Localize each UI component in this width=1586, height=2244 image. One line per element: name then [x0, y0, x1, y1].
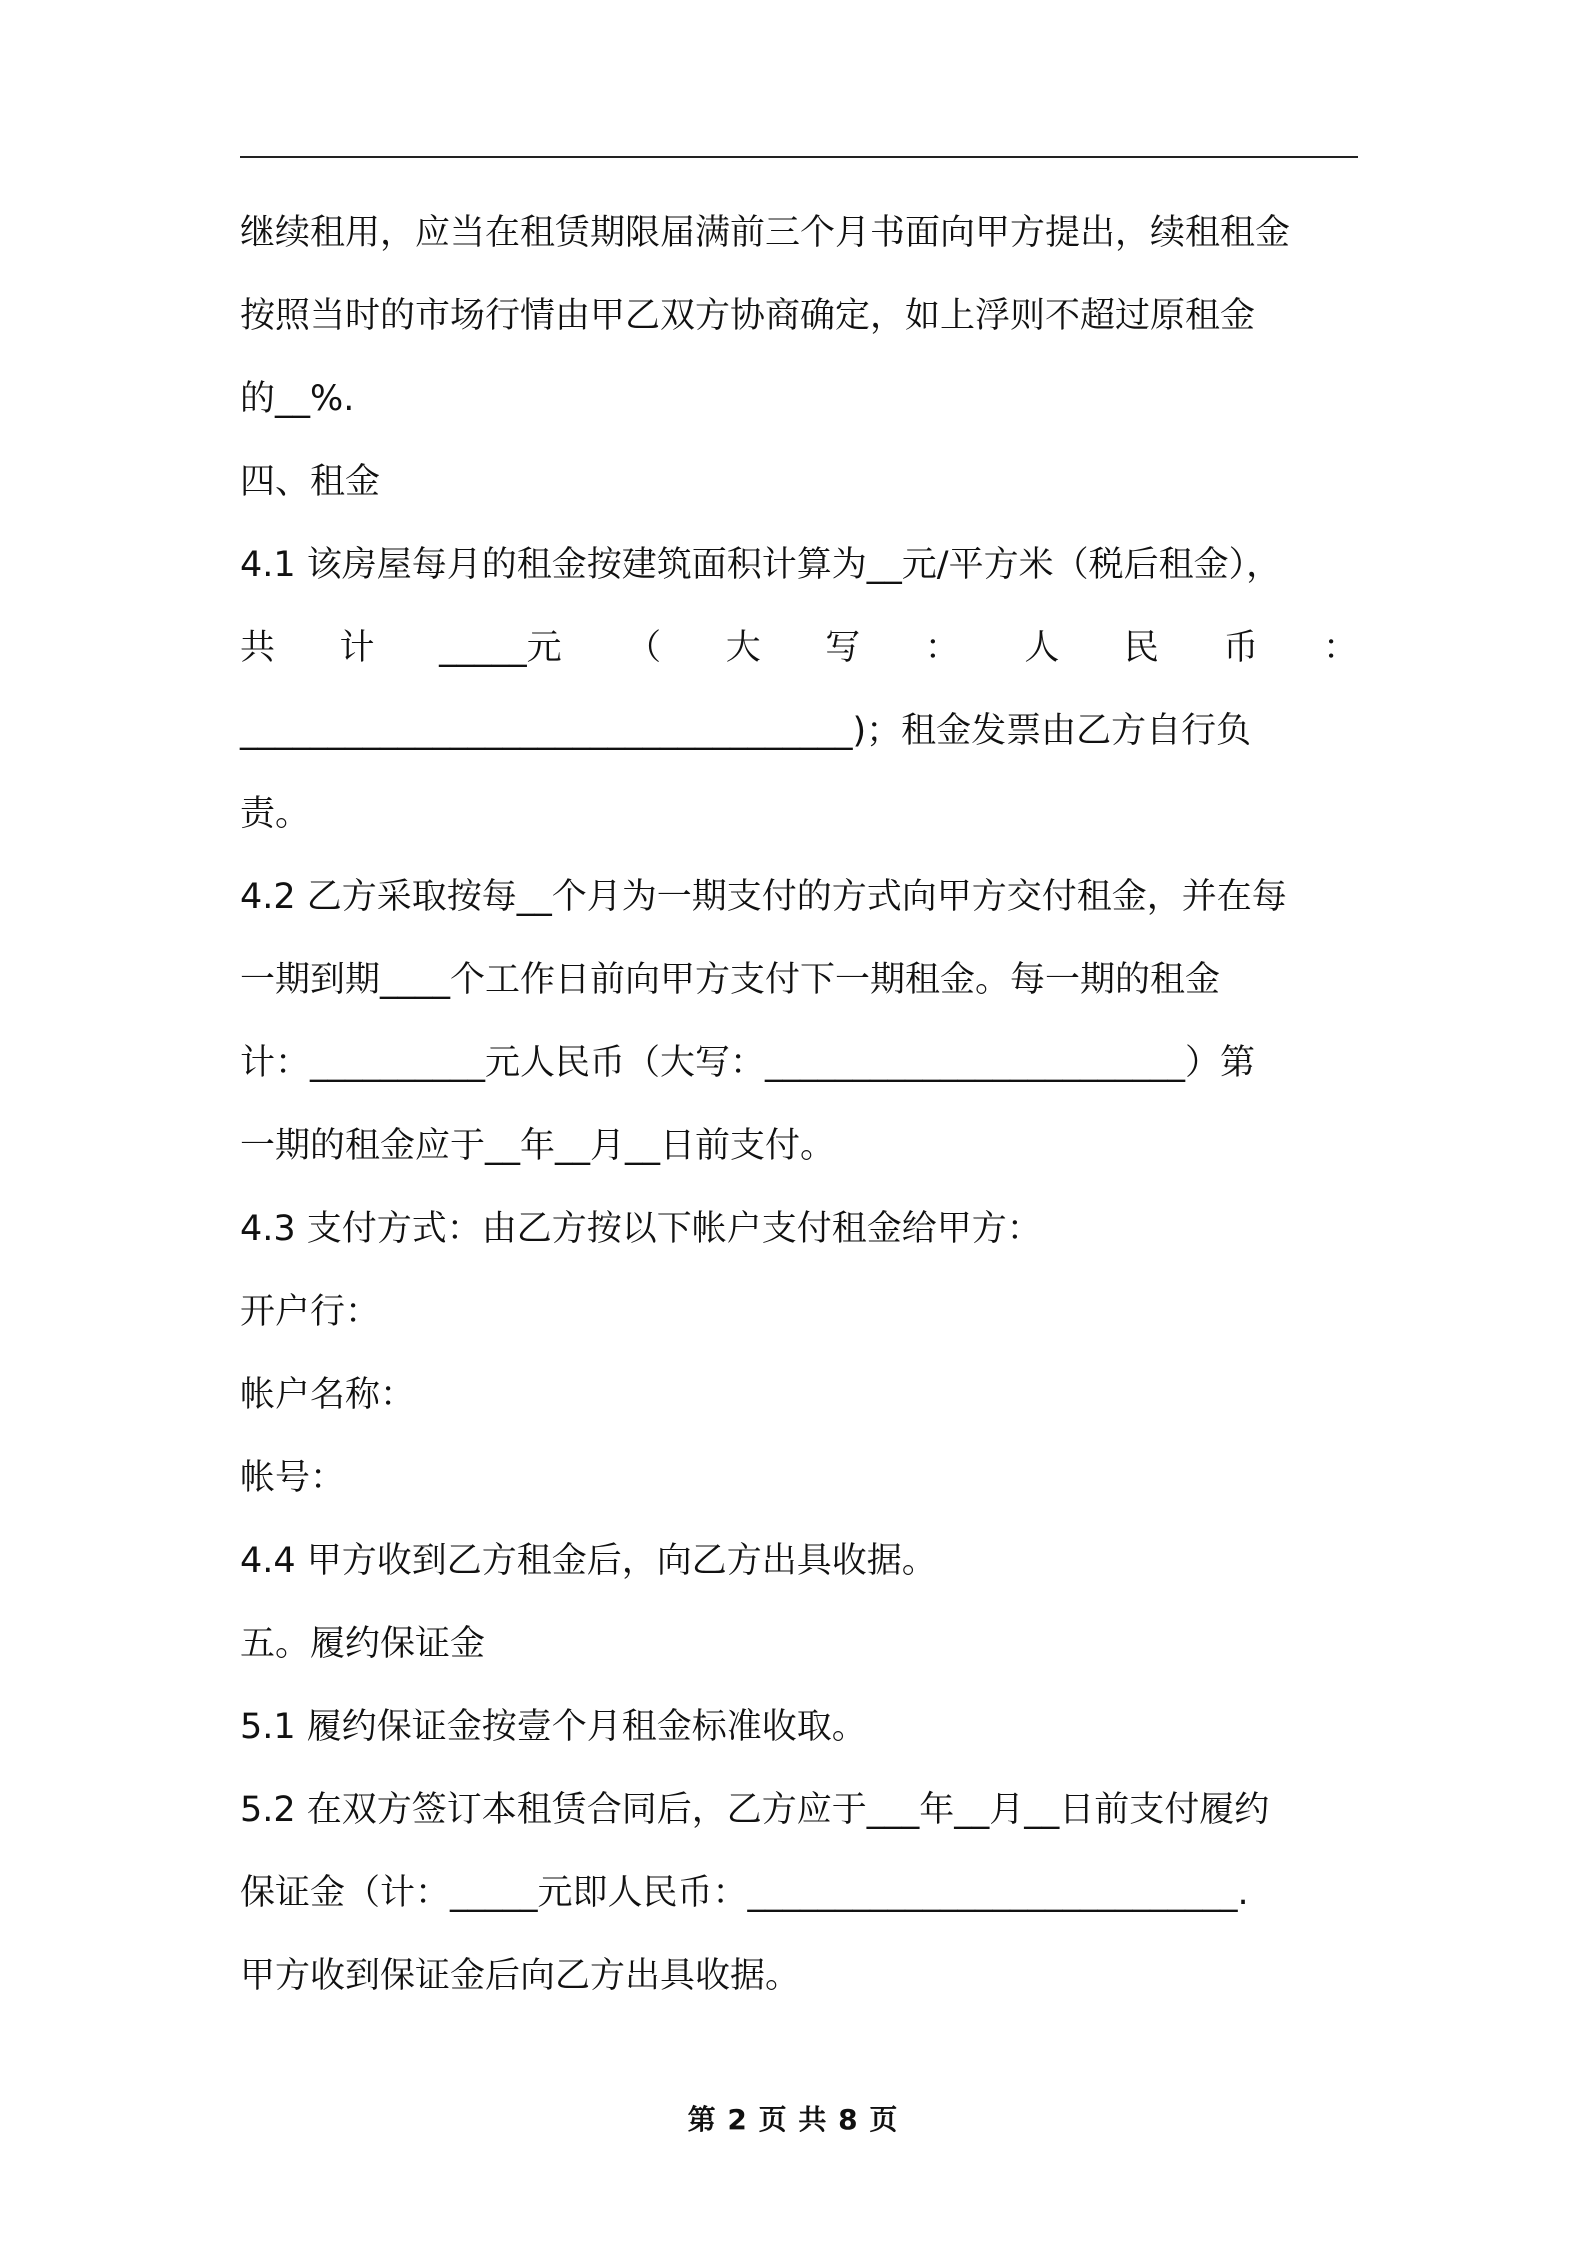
clause-5-1: 5.1 履约保证金按壹个月租金标准收取。	[240, 1707, 867, 1747]
bank-name-label: 开户行：	[240, 1292, 381, 1332]
text-line-11: 计：__________元人民币（大写：________________________）第	[240, 1043, 1256, 1083]
clause-4-3: 4.3 支付方式：由乙方按以下帐户支付租金给甲方：	[240, 1209, 1042, 1249]
spread-char: 币	[1223, 628, 1259, 668]
text-line-1: 继续租用，应当在租赁期限届满前三个月书面向甲方提出，续租租金	[240, 213, 1291, 253]
text-line-22: 甲方收到保证金后向乙方出具收据。	[240, 1956, 801, 1996]
spread-char: 共	[240, 628, 276, 668]
text-line-blank-amount: ___________________________________)；租金发票由乙方自行负	[240, 711, 1252, 751]
spread-char: _____元	[439, 628, 562, 668]
text-line-2: 按照当时的市场行情由甲乙双方协商确定，如上浮则不超过原租金	[240, 296, 1256, 336]
spread-char: 写	[825, 628, 861, 668]
spread-char: 计	[339, 628, 375, 668]
clause-5-2: 5.2 在双方签订本租赁合同后，乙方应于___年__月__日前支付履约	[240, 1790, 1270, 1830]
clause-4-1: 4.1 该房屋每月的租金按建筑面积计算为__元/平方米（税后租金），	[240, 545, 1282, 585]
spread-char: ：	[1322, 628, 1358, 668]
text-line-10: 一期到期____个工作日前向甲方支付下一期租金。每一期的租金	[240, 960, 1221, 1000]
text-line-12: 一期的租金应于__年__月__日前支付。	[240, 1126, 836, 1166]
account-name-label: 帐户名称：	[240, 1375, 416, 1415]
clause-4-2: 4.2 乙方采取按每__个月为一期支付的方式向甲方交付租金，并在每	[240, 877, 1287, 917]
text-line-8: 责。	[240, 794, 311, 834]
text-line-3: 的__%.	[240, 379, 355, 419]
text-line-21: 保证金（计：_____元即人民币：____________________________.	[240, 1873, 1249, 1913]
page-number-footer: 第 2 页 共 8 页	[687, 2103, 899, 2136]
spread-char: 民	[1123, 628, 1159, 668]
spread-char: 人	[1024, 628, 1060, 668]
clause-4-4: 4.4 甲方收到乙方租金后，向乙方出具收据。	[240, 1541, 937, 1581]
spread-char: （	[626, 628, 662, 668]
header-rule	[240, 156, 1358, 158]
account-number-label: 帐号：	[240, 1458, 346, 1498]
section-heading-deposit: 五。履约保证金	[240, 1624, 486, 1664]
spread-char: ：	[924, 628, 960, 668]
section-heading-rent: 四、租金	[240, 462, 381, 502]
spread-char: 大	[725, 628, 761, 668]
document-body	[240, 192, 1358, 2018]
clause-4-1-spread-line	[240, 607, 1358, 690]
